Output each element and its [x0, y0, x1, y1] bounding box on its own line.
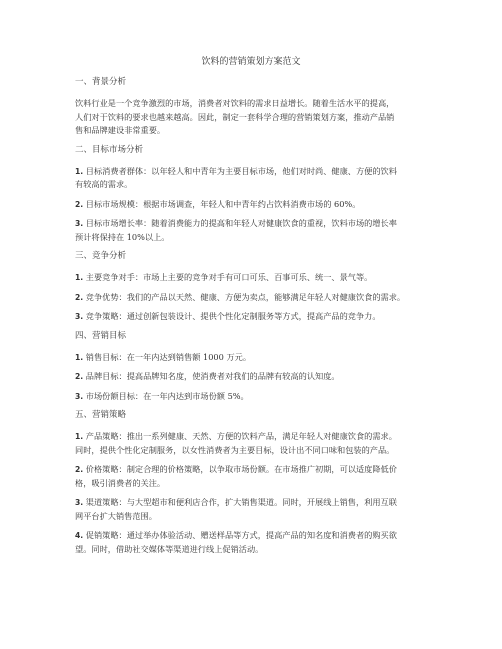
paragraph: 3. 目标市场增长率：随着消费能力的提高和年轻人对健康饮食的重视，饮料市场的增长率 预计将保持在 10%以上。: [75, 218, 397, 242]
paragraph: 2. 价格策略：制定合理的价格策略，以争取市场份额。在市场推广初期，可以适度降低价 格，吸引消费者的关注。: [75, 464, 397, 488]
item-number: 3.: [75, 391, 84, 401]
item-number: 1.: [75, 352, 84, 362]
paragraph: 1. 主要竞争对手：市场上主要的竞争对手有可口可乐、百事可乐、统一、景气等。: [75, 272, 373, 282]
item-number: 1.: [75, 273, 84, 282]
paragraph: 3. 渠道策略：与大型超市和便利店合作，扩大销售渠道。同时，开展线上销售，利用互联 网平台扩大销售范围。: [75, 497, 397, 521]
document-body: [75, 76, 455, 562]
item-number: 2.: [75, 372, 84, 381]
document-title: 饮料的营销策划方案范文: [201, 57, 301, 67]
section-heading: 一、背景分析: [75, 77, 127, 87]
section-marketing-goals: [75, 330, 455, 404]
section-heading: 四、营销目标: [75, 330, 127, 341]
section-heading: 三、竞争分析: [75, 251, 127, 261]
paragraph: 2. 目标市场规模：根据市场调查，年轻人和中青年约占饮料消费市场的 60%。: [75, 198, 361, 209]
item-number: 3.: [75, 312, 84, 321]
section-marketing-strategy: [75, 409, 455, 556]
item-number: 2.: [75, 465, 84, 474]
item-number: 2.: [75, 199, 84, 209]
paragraph: 1. 销售目标：在一年内达到销售额 1000 万元。: [75, 351, 252, 362]
paragraph: 1. 产品策略：推出一系列健康、天然、方便的饮料产品，满足年轻人对健康饮食的需求。 同时，提供个性化定制服务，以女性消费者为主要目标，设计出不同口味和包装的产品。: [75, 431, 397, 455]
section-heading: 五、营销策略: [75, 410, 127, 420]
section-heading: 二、目标市场分析: [75, 144, 144, 155]
section-target-market: [75, 144, 455, 245]
paragraph: 1. 目标消费者群体：以年轻人和中青年为主要目标市场，他们对时尚、健康、方便的饮料 有较高的需求。: [75, 165, 397, 189]
paragraph: 2. 竞争优势：我们的产品以天然、健康、方便为卖点，能够满足年轻人对健康饮食的需求。: [75, 291, 406, 302]
paragraph: 4. 促销策略：通过举办体验活动、赠送样品等方式，提高产品的知名度和消费者的购买欲 望。同时，借助社交媒体等渠道进行线上促销活动。: [75, 530, 397, 554]
paragraph: 3. 竞争策略：通过创新包装设计、提供个性化定制服务等方式，提高产品的竞争力。: [75, 311, 381, 321]
item-number: 3.: [75, 219, 84, 228]
paragraph: 2. 品牌目标：提高品牌知名度，使消费者对我们的品牌有较高的认知度。: [75, 371, 340, 381]
item-number: 4.: [75, 531, 84, 540]
section-competition: [75, 250, 455, 324]
item-number: 3.: [75, 498, 84, 507]
item-number: 2.: [75, 292, 84, 302]
section-background: [75, 76, 455, 138]
paragraph: 3. 市场份额目标：在一年内达到市场份额 5%。: [75, 390, 249, 401]
paragraph: 饮料行业是一个竞争激烈的市场，消费者对饮料的需求日益增长。随着生活水平的提高， 人们对于饮料的要求也越来越高。因此，制定一套科学合理的营销策划方案，推动产品销 售和品牌建设非常重要。: [75, 98, 395, 135]
item-number: 1.: [75, 432, 84, 441]
item-number: 1.: [75, 166, 84, 176]
